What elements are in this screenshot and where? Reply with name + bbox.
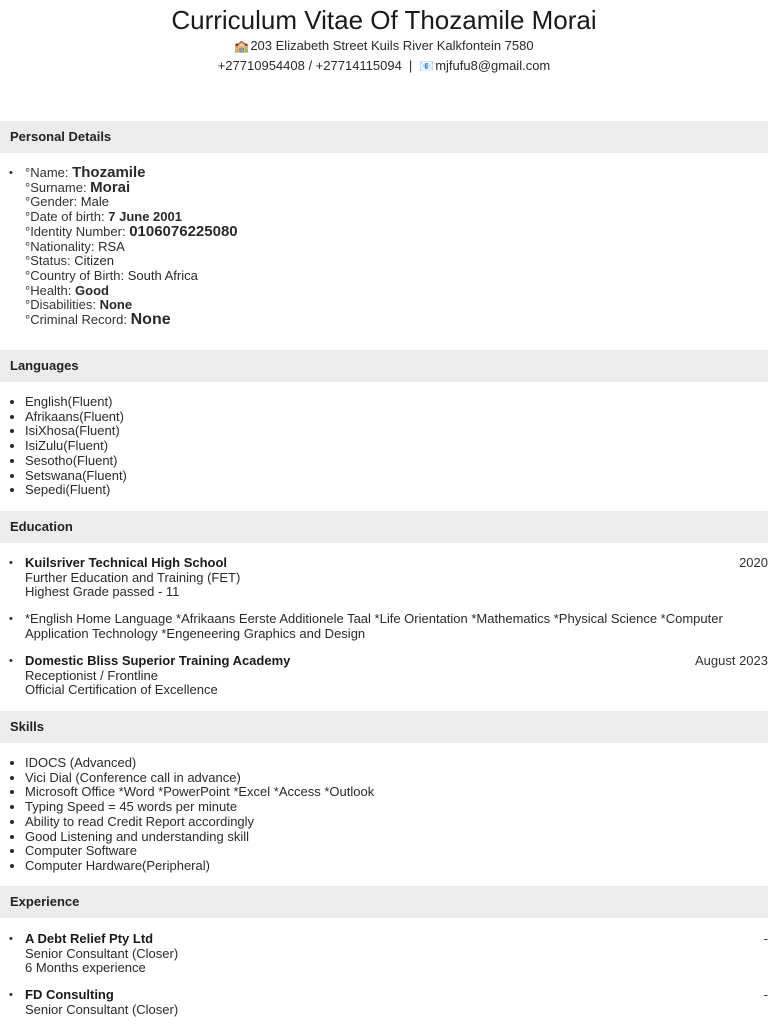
list-item: • Vici Dial (Conference call in advance) (25, 771, 768, 786)
list-item: • Microsoft Office *Word *PowerPoint *Excel *Access *Outlook (25, 785, 768, 800)
list-item: • Good Listening and understanding skill (25, 830, 768, 845)
contact-line (0, 56, 768, 76)
id-number-value: 0106076225080 (129, 222, 238, 240)
personal-field-criminal-record: °Criminal Record: None (25, 311, 171, 329)
health-value: Good (75, 282, 109, 298)
list-item: • Computer Software (25, 844, 768, 859)
experience-duration: 6 Months experience (25, 960, 146, 975)
personal-field-dob: °Date of birth: 7 June 2001 (25, 209, 182, 225)
personal-field-nationality: °Nationality: RSA (25, 238, 125, 254)
section-heading-education: Education (0, 511, 768, 543)
personal-field-disabilities: °Disabilities: None (25, 297, 133, 313)
section-heading-experience: Experience (0, 886, 768, 918)
institution-name: Kuilsriver Technical High School (25, 555, 228, 570)
entry-date: - (763, 931, 768, 946)
personal-field-health: °Health: Good (25, 282, 109, 298)
separator: | (408, 58, 413, 73)
languages-list (0, 395, 768, 498)
list-item: • Ability to read Credit Report accordingly (25, 815, 768, 830)
qualification: Receptionist / Frontline (25, 667, 158, 683)
list-item: • Sepedi(Fluent) (25, 483, 768, 498)
list-item: • Afrikaans(Fluent) (25, 410, 768, 425)
address-line (0, 36, 768, 56)
job-title: Senior Consultant (Closer) (25, 945, 179, 961)
education-entry: • Kuilsriver Technical High School Further Education and Training (FET) Highest Grade passed - 11 2020 (9, 555, 768, 599)
address-text: 203 Elizabeth Street Kuils River Kalkfontein 7580 (250, 38, 534, 53)
disabilities-value: None (99, 297, 133, 313)
status-value: Citizen (74, 253, 115, 269)
personal-field-gender: °Gender: Male (25, 194, 109, 210)
personal-field-name: • °Name: Thozamile (9, 164, 146, 181)
list-item: • Sesotho(Fluent) (25, 454, 768, 469)
email-link[interactable]: mjfufu8@gmail.com (435, 58, 551, 73)
cv-header (0, 0, 768, 76)
list-item: • Computer Hardware(Peripheral) (25, 859, 768, 874)
list-item: • IDOCS (Advanced) (25, 756, 768, 771)
personal-field-surname: °Surname: Morai (25, 178, 131, 196)
surname-value: Morai (90, 178, 131, 196)
certification: Official Certification of Excellence (25, 682, 218, 697)
skills-list (0, 756, 768, 874)
house-icon: 🏫 (234, 39, 250, 53)
institution-name: Domestic Bliss Superior Training Academy (25, 653, 291, 668)
phone-numbers: +27710954408 / +27714115094 (217, 58, 402, 73)
company-name: A Debt Relief Pty Ltd (25, 931, 154, 946)
entry-date: - (763, 987, 768, 1002)
personal-details-list (0, 166, 768, 328)
personal-field-status: °Status: Citizen (25, 253, 115, 269)
list-item: • IsiXhosa(Fluent) (25, 424, 768, 439)
job-title: Senior Consultant (Closer) (25, 1001, 179, 1017)
section-heading-skills: Skills (0, 711, 768, 743)
subjects-text: *English Home Language *Afrikaans Eerste Additionele Taal *Life Orientation *Mathematics *Physical Science *Computer Application Technology *Engeneering Graphics and Design (25, 611, 723, 641)
list-item: • Setswana(Fluent) (25, 469, 768, 484)
country-value: South Africa (127, 267, 198, 283)
gender-value: Male (80, 194, 109, 210)
experience-entry: • FD Consulting Senior Consultant (Closer) - (9, 987, 768, 1017)
list-item: • Typing Speed = 45 words per minute (25, 800, 768, 815)
section-heading-languages: Languages (0, 350, 768, 382)
experience-entry: • A Debt Relief Pty Ltd Senior Consultant (Closer) 6 Months experience - (9, 931, 768, 975)
entry-date: 2020 (739, 555, 768, 570)
page-title: Curriculum Vitae Of Thozamile Morai (171, 5, 597, 35)
list-item: • IsiZulu(Fluent) (25, 439, 768, 454)
company-name: FD Consulting (25, 987, 114, 1002)
criminal-record-value: None (130, 311, 171, 329)
personal-field-id-number: °Identity Number: 0106076225080 (25, 222, 238, 240)
personal-field-country: °Country of Birth: South Africa (25, 267, 198, 283)
mail-icon: 📧 (419, 59, 435, 73)
section-heading-personal-details: Personal Details (0, 121, 768, 153)
list-item: • English(Fluent) (25, 395, 768, 410)
grade-passed: Highest Grade passed - 11 (25, 584, 180, 599)
name-value: Thozamile (72, 164, 146, 181)
education-subjects: • *English Home Language *Afrikaans Eerste Additionele Taal *Life Orientation *Mathematics *Physical Science *Computer Application Technology *Engeneering Graphics and Design (0, 612, 768, 641)
entry-date: August 2023 (694, 653, 768, 668)
qualification: Further Education and Training (FET) (25, 569, 241, 585)
education-entry: • Domestic Bliss Superior Training Academy Receptionist / Frontline Official Certification of Excellence August 2023 (9, 653, 768, 697)
nationality-value: RSA (98, 238, 125, 254)
dob-value: 7 June 2001 (108, 209, 182, 225)
